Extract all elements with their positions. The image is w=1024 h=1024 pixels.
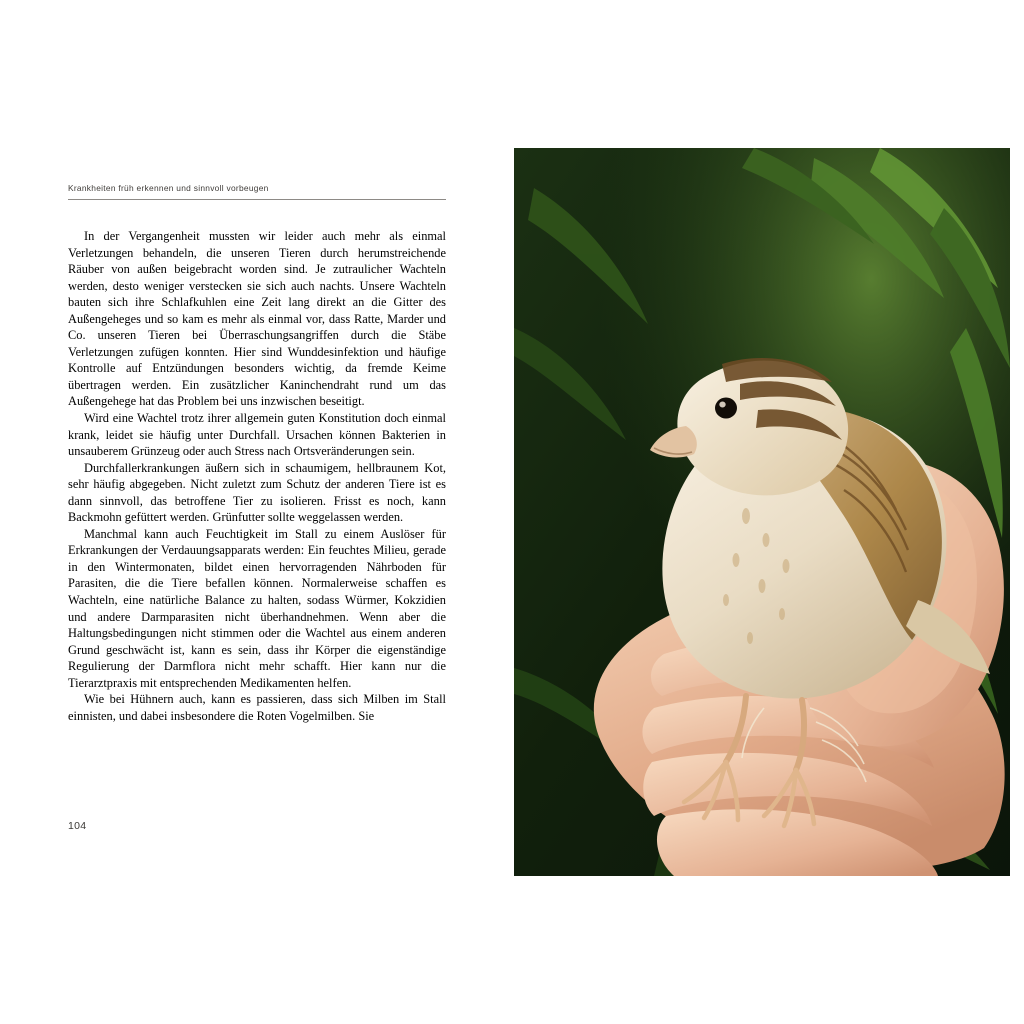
running-head: Krankheiten früh erkennen und sinnvoll vorbeugen (68, 183, 269, 193)
paragraph: Wird eine Wachtel trotz ihrer allgemein guten Konstitution doch einmal krank, leidet sie häufig unter Durchfall. Ursachen können Bakterien in unsauberem Grünzeug oder auch Stress nach Ortsveränderungen sein. (68, 411, 446, 459)
paragraph: In der Vergangenheit mussten wir leider auch mehr als einmal Verletzungen behandeln, die unseren Tieren durch herumstreichende Räuber von außen beigebracht worden sind. Je zutraulicher Wachteln werden, desto weniger verstecken sie sich auch nachts. Unsere Wachteln bauten sich ihre Schlafkuhlen eine Zeit lang direkt an die Gitter des Außengeheges und so kam es mehr als einmal vor, dass Ratte, Marder und Co. unseren Tieren bei Überraschungsangriffen durch die Stäbe Verletzungen zufügen konnten. Hier sind Wunddesinfektion und häufige Kontrolle auf Entzündungen besonders wichtig, da fremde Keime übertragen werden. Ein zusätzlicher Kaninchendraht rund um das Außengehege hat das Problem bei uns inzwischen beseitigt. (68, 229, 446, 409)
paragraph: Manchmal kann auch Feuchtigkeit im Stall zu einem Auslöser für Erkrankungen der Verdauungsapparats werden: Ein feuchtes Milieu, gerade in den Wintermonaten, bildet einen hervorragenden Nährboden für Parasiten, die die Tiere befallen können. Normalerweise schaffen es Wachteln, eine natürliche Balance zu halten, sodass Würmer, Kokzidien und andere Darmparasiten nicht überhandnehmen. Wenn aber die Haltungsbedingungen nicht stimmen oder die Wachtel aus einem anderen Grund geschwächt ist, kann es sein, dass ihr Körper die eigenständige Regulierung der Darmflora nicht mehr schafft. Hier kann nur die Tierarztpraxis mit entsprechenden Medikamenten helfen. (68, 526, 446, 690)
page-number: 104 (68, 820, 87, 832)
right-page (512, 0, 1024, 1024)
paragraph: Durchfallerkrankungen äußern sich in schaumigem, hellbraunem Kot, sehr häufig abgegeben. Nicht zuletzt zum Schutz der anderen Tiere ist es dann sinnvoll, das betroffene Tier zu isolieren. Frisst es noch, kann Backmohn gefüttert werden. Grünfutter sollte weggelassen werden. (68, 460, 446, 525)
paragraph: Wie bei Hühnern auch, kann es passieren, dass sich Milben im Stall einnisten, und dabei insbesondere die Roten Vogelmilben. Sie (68, 692, 446, 723)
body-text-column (68, 228, 446, 724)
running-head-rule (68, 199, 446, 200)
quail-held-in-hands-photo (514, 148, 1010, 876)
